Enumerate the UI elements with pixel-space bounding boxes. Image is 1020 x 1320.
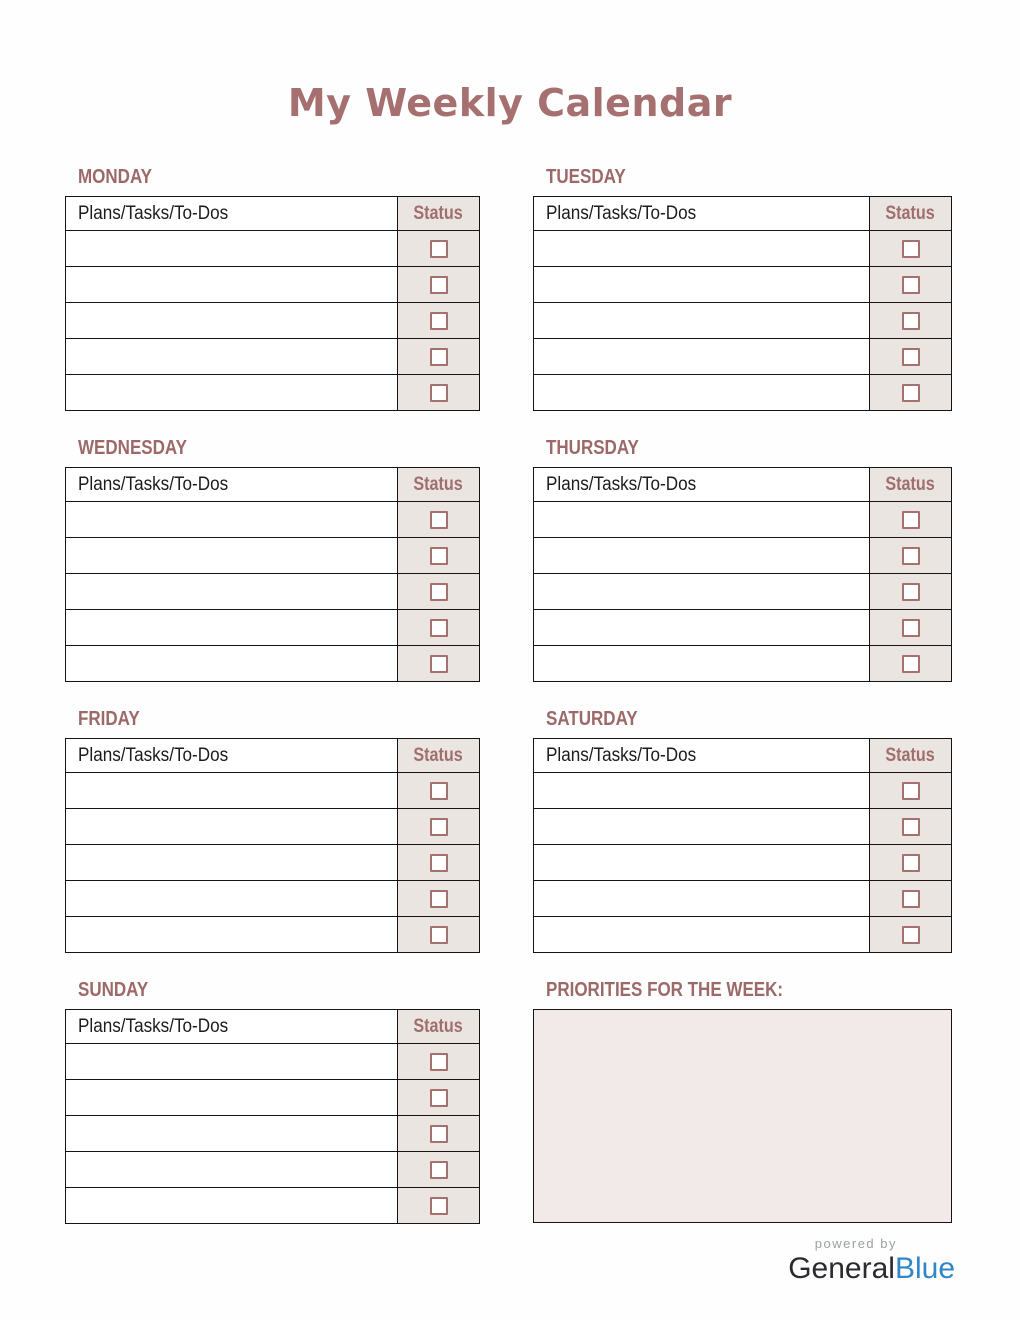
task-row [66, 538, 480, 574]
status-checkbox[interactable] [430, 890, 448, 908]
status-checkbox[interactable] [430, 312, 448, 330]
task-cell[interactable] [66, 1044, 398, 1080]
powered-by-text: powered by [814, 1236, 897, 1251]
task-row [534, 303, 952, 339]
task-row [66, 809, 480, 845]
status-checkbox[interactable] [902, 926, 920, 944]
status-checkbox[interactable] [902, 348, 920, 366]
day-heading-label: FRIDAY [78, 708, 140, 730]
task-cell[interactable] [534, 845, 870, 881]
status-cell [870, 574, 952, 610]
status-checkbox[interactable] [430, 818, 448, 836]
status-checkbox[interactable] [430, 547, 448, 565]
day-section-friday [65, 710, 480, 953]
status-cell [398, 773, 480, 809]
page-title: My Weekly Calendar [287, 81, 733, 125]
plans-header-cell [66, 468, 398, 502]
task-row [534, 538, 952, 574]
table-monday [65, 196, 480, 411]
task-row [66, 339, 480, 375]
task-cell[interactable] [534, 231, 870, 267]
status-checkbox[interactable] [430, 511, 448, 529]
status-cell [870, 881, 952, 917]
task-row [534, 267, 952, 303]
status-header-label: Status [413, 473, 464, 495]
day-heading-label: THURSDAY [546, 437, 639, 459]
day-section-sunday [65, 981, 480, 1224]
task-cell[interactable] [534, 881, 870, 917]
task-row [534, 502, 952, 538]
status-cell [398, 538, 480, 574]
task-cell[interactable] [534, 375, 870, 411]
status-cell [398, 1044, 480, 1080]
task-row [534, 610, 952, 646]
table-friday [65, 738, 480, 953]
status-cell [398, 1080, 480, 1116]
priorities-box[interactable] [533, 1009, 952, 1223]
priorities-heading [533, 981, 952, 999]
status-checkbox[interactable] [430, 1161, 448, 1179]
status-checkbox[interactable] [902, 511, 920, 529]
footer [0, 1236, 1020, 1287]
day-heading-label: SUNDAY [78, 979, 149, 1001]
task-row [66, 231, 480, 267]
day-section-thursday [533, 439, 952, 682]
task-row [66, 881, 480, 917]
plans-header-cell [66, 1010, 398, 1044]
task-cell[interactable] [534, 538, 870, 574]
day-section-saturday [533, 710, 952, 953]
task-cell[interactable] [534, 646, 870, 682]
day-heading-label: WEDNESDAY [78, 437, 187, 459]
status-header-label: Status [413, 1015, 464, 1037]
status-cell [870, 375, 952, 411]
status-header-label: Status [885, 744, 936, 766]
task-cell[interactable] [66, 773, 398, 809]
logo-text-blue: Blue [894, 1252, 955, 1285]
status-checkbox[interactable] [902, 276, 920, 294]
status-checkbox[interactable] [902, 854, 920, 872]
plans-header-cell [66, 197, 398, 231]
status-checkbox[interactable] [430, 1125, 448, 1143]
status-header-cell [870, 197, 952, 231]
task-cell[interactable] [66, 502, 398, 538]
status-checkbox[interactable] [902, 619, 920, 637]
table-sunday [65, 1009, 480, 1224]
task-cell[interactable] [66, 375, 398, 411]
task-row [66, 574, 480, 610]
task-cell[interactable] [534, 502, 870, 538]
task-row [534, 773, 952, 809]
status-checkbox[interactable] [430, 276, 448, 294]
calendar-grid [0, 168, 1020, 1224]
status-cell [398, 1116, 480, 1152]
task-cell[interactable] [66, 1152, 398, 1188]
task-row [66, 646, 480, 682]
task-cell[interactable] [66, 339, 398, 375]
status-checkbox[interactable] [430, 348, 448, 366]
task-cell[interactable] [534, 917, 870, 953]
table-header-row [534, 468, 952, 502]
status-header-label: Status [413, 202, 464, 224]
logo-text-general: General [788, 1252, 895, 1285]
status-header-label: Status [885, 202, 936, 224]
task-row [66, 917, 480, 953]
task-row [66, 1044, 480, 1080]
task-row [66, 1188, 480, 1224]
task-cell[interactable] [66, 809, 398, 845]
task-row [534, 646, 952, 682]
status-checkbox[interactable] [430, 854, 448, 872]
plans-header-cell [534, 197, 870, 231]
status-cell [870, 646, 952, 682]
task-row [534, 339, 952, 375]
task-row [66, 1152, 480, 1188]
day-heading-label: MONDAY [78, 166, 153, 188]
status-cell [398, 339, 480, 375]
task-row [66, 1116, 480, 1152]
task-row [66, 267, 480, 303]
task-cell[interactable] [66, 574, 398, 610]
status-checkbox[interactable] [430, 782, 448, 800]
task-row [534, 231, 952, 267]
task-row [534, 809, 952, 845]
status-cell [870, 917, 952, 953]
task-row [534, 845, 952, 881]
plans-header-label: Plans/Tasks/To-Dos [78, 744, 229, 766]
table-header-row [66, 1010, 480, 1044]
plans-header-label: Plans/Tasks/To-Dos [546, 202, 697, 224]
status-checkbox[interactable] [430, 619, 448, 637]
task-cell[interactable] [66, 646, 398, 682]
status-cell [870, 610, 952, 646]
day-heading-tuesday [533, 168, 952, 186]
table-saturday [533, 738, 952, 953]
status-header-cell [398, 197, 480, 231]
status-checkbox[interactable] [902, 655, 920, 673]
status-checkbox[interactable] [430, 1053, 448, 1071]
task-cell[interactable] [66, 538, 398, 574]
day-section-wednesday [65, 439, 480, 682]
task-cell[interactable] [534, 339, 870, 375]
table-header-row [534, 739, 952, 773]
status-cell [870, 231, 952, 267]
task-row [66, 610, 480, 646]
status-checkbox[interactable] [430, 655, 448, 673]
status-cell [870, 845, 952, 881]
status-cell [870, 267, 952, 303]
status-cell [398, 610, 480, 646]
task-row [534, 881, 952, 917]
status-checkbox[interactable] [902, 240, 920, 258]
task-cell[interactable] [66, 1116, 398, 1152]
task-cell[interactable] [66, 917, 398, 953]
status-cell [398, 574, 480, 610]
status-header-cell [870, 468, 952, 502]
status-cell [870, 502, 952, 538]
status-cell [870, 303, 952, 339]
status-checkbox[interactable] [430, 1089, 448, 1107]
task-cell[interactable] [66, 881, 398, 917]
status-checkbox[interactable] [430, 926, 448, 944]
task-cell[interactable] [66, 610, 398, 646]
status-cell [398, 1152, 480, 1188]
day-section-tuesday [533, 168, 952, 411]
day-heading-monday [65, 168, 480, 186]
task-cell[interactable] [66, 231, 398, 267]
status-checkbox[interactable] [902, 782, 920, 800]
task-cell[interactable] [66, 1080, 398, 1116]
day-heading-label: SATURDAY [546, 708, 638, 730]
status-checkbox[interactable] [430, 583, 448, 601]
status-cell [398, 809, 480, 845]
day-heading-label: TUESDAY [546, 166, 626, 188]
status-cell [398, 1188, 480, 1224]
status-cell [398, 267, 480, 303]
plans-header-label: Plans/Tasks/To-Dos [78, 1015, 229, 1037]
status-header-label: Status [413, 744, 464, 766]
plans-header-label: Plans/Tasks/To-Dos [78, 202, 229, 224]
status-checkbox[interactable] [902, 818, 920, 836]
task-row [534, 917, 952, 953]
status-checkbox[interactable] [902, 890, 920, 908]
priorities-heading-label: PRIORITIES FOR THE WEEK: [546, 979, 784, 1001]
task-cell[interactable] [66, 845, 398, 881]
status-cell [398, 845, 480, 881]
status-cell [398, 231, 480, 267]
status-cell [398, 881, 480, 917]
plans-header-cell [534, 468, 870, 502]
plans-header-label: Plans/Tasks/To-Dos [78, 473, 229, 495]
task-row [66, 375, 480, 411]
priorities-section [533, 981, 952, 1224]
status-cell [398, 303, 480, 339]
table-header-row [66, 197, 480, 231]
status-cell [870, 339, 952, 375]
status-checkbox[interactable] [430, 384, 448, 402]
status-cell [398, 917, 480, 953]
status-header-cell [398, 1010, 480, 1044]
plans-header-label: Plans/Tasks/To-Dos [546, 473, 697, 495]
status-cell [398, 502, 480, 538]
status-header-cell [398, 468, 480, 502]
task-row [534, 574, 952, 610]
plans-header-label: Plans/Tasks/To-Dos [546, 744, 697, 766]
day-heading-sunday [65, 981, 480, 999]
status-checkbox[interactable] [902, 312, 920, 330]
status-checkbox[interactable] [430, 1197, 448, 1215]
status-checkbox[interactable] [902, 384, 920, 402]
status-cell [870, 773, 952, 809]
day-heading-saturday [533, 710, 952, 728]
day-heading-friday [65, 710, 480, 728]
task-row [66, 303, 480, 339]
status-cell [870, 538, 952, 574]
table-tuesday [533, 196, 952, 411]
task-row [66, 1080, 480, 1116]
generalblue-logo [0, 1251, 955, 1287]
day-heading-wednesday [65, 439, 480, 457]
table-wednesday [65, 467, 480, 682]
day-section-monday [65, 168, 480, 411]
table-header-row [66, 739, 480, 773]
status-header-cell [870, 739, 952, 773]
task-row [66, 845, 480, 881]
table-header-row [534, 197, 952, 231]
task-cell[interactable] [534, 773, 870, 809]
task-row [66, 502, 480, 538]
status-checkbox[interactable] [902, 583, 920, 601]
task-cell[interactable] [66, 1188, 398, 1224]
status-cell [398, 375, 480, 411]
task-row [534, 375, 952, 411]
task-cell[interactable] [534, 303, 870, 339]
status-cell [870, 809, 952, 845]
status-checkbox[interactable] [430, 240, 448, 258]
status-cell [398, 646, 480, 682]
task-row [66, 773, 480, 809]
task-cell[interactable] [534, 809, 870, 845]
task-cell[interactable] [534, 610, 870, 646]
status-checkbox[interactable] [902, 547, 920, 565]
task-cell[interactable] [534, 574, 870, 610]
day-heading-thursday [533, 439, 952, 457]
status-header-cell [398, 739, 480, 773]
plans-header-cell [534, 739, 870, 773]
plans-header-cell [66, 739, 398, 773]
task-cell[interactable] [66, 303, 398, 339]
status-header-label: Status [885, 473, 936, 495]
table-header-row [66, 468, 480, 502]
task-cell[interactable] [534, 267, 870, 303]
table-thursday [533, 467, 952, 682]
task-cell[interactable] [66, 267, 398, 303]
